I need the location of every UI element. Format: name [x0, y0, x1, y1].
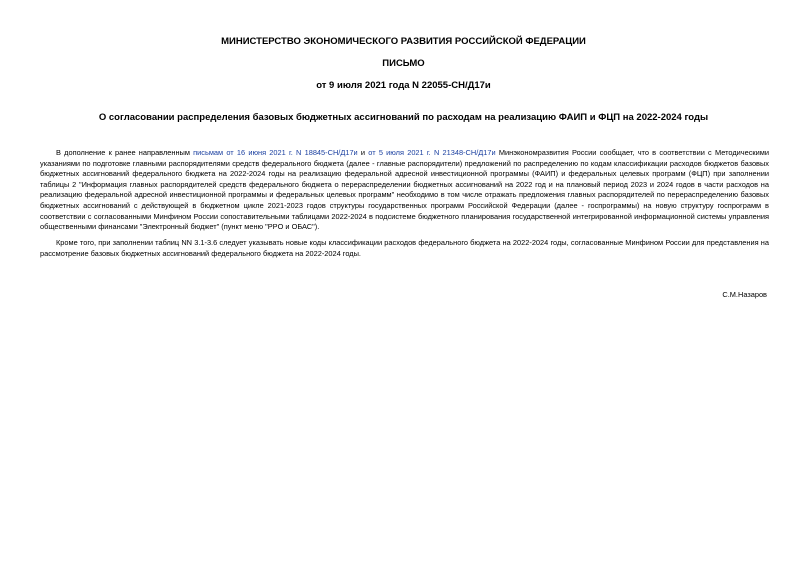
ministry-name: МИНИСТЕРСТВО ЭКОНОМИЧЕСКОГО РАЗВИТИЯ РОССИЙСКОЙ ФЕДЕРАЦИИ — [221, 36, 586, 47]
document-subject: О согласовании распределения базовых бюджетных ассигнований по расходам на реализацию ФАИП и ФЦП на 2022-2024 годы — [98, 112, 709, 123]
document-date-number: от 9 июля 2021 года N 22055-СН/Д17и — [316, 80, 491, 91]
letter-link-july-5[interactable]: от 5 июля 2021 г. N 21348-СН/Д17и — [368, 148, 496, 157]
paragraph-1-lead: В дополнение к ранее направленным — [56, 148, 194, 157]
paragraph-1-between: и — [357, 148, 369, 157]
paragraph-1-rest: Минэкономразвития России сообщает, что в соответствии с Методическими указаниями по подготовке главными распорядителями средств федерального бюджета (далее - главные распорядители) предложений по распределению по кодам классификации расходов бюджетов базовых бюджетных ассигнований федерального бюджета на 2022-2024 годы на реализацию федеральной адресной инвестиционной программы (ФАИП) и федеральных целевых программ (ФЦП) при заполнении таблицы 2 "Информация главных распорядителей средств федерального бюджета о перераспределении бюджетных ассигнований на 2022 год и на плановый период 2023 и 2024 годов в части расходов на реализацию федеральной адресной инвестиционной программы и федеральных целевых программ" необходимо в том числе отражать предложения главных распорядителей по перераспределению базовых бюджетных ассигнований с действующей в бюджетном цикле 2021-2023 годов структуры государственных программ Российской Федерации (далее - госпрограммы) на новую структуру госпрограмм в соответствии с согласованными Минфином России сопоставительными таблицами 2022-2024 в подсистеме бюджетного планирования государственной интегрированной информационной системы управления общественными финансами "Электронный бюджет" (пункт меню "PPO и ОБАС"). — [40, 148, 769, 232]
signature: С.М.Назаров — [722, 290, 767, 299]
paragraph-1 — [40, 148, 769, 233]
paragraph-2: Кроме того, при заполнении таблиц NN 3.1-3.6 следует указывать новые коды классификации расходов федерального бюджета на 2022-2024 годы, согласованные Минфином России для представления на рассмотрение базовых бюджетных ассигнований федерального бюджета на 2022-2024 годы. — [40, 238, 769, 258]
letter-link-june-16[interactable]: письмам от 16 июня 2021 г. N 18845-СН/Д17и — [193, 148, 358, 157]
document-type: ПИСЬМО — [382, 58, 425, 69]
